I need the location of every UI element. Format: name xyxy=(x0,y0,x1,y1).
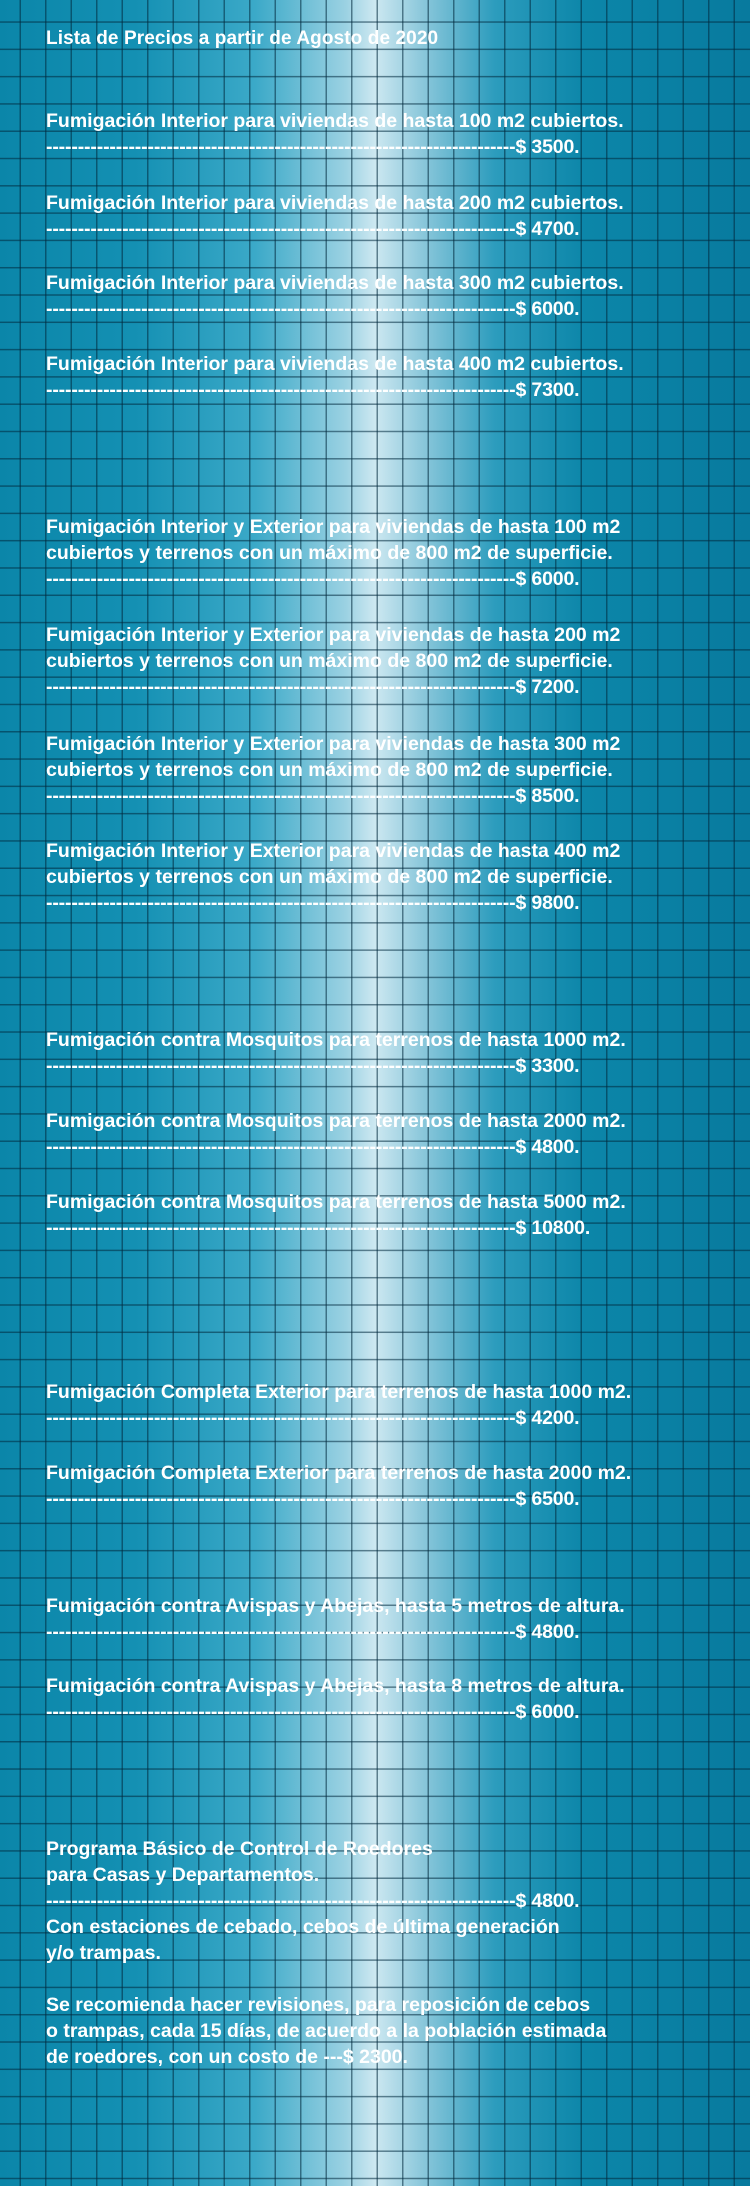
item-description: Fumigación Interior y Exterior para viviendas de hasta 100 m2 xyxy=(46,516,621,538)
price-item-exterior-1000 xyxy=(46,1379,631,1431)
item-price: $ 10800. xyxy=(515,1217,591,1239)
item-description: Fumigación contra Mosquitos para terrenos de hasta 1000 m2. xyxy=(46,1029,626,1051)
item-description: Fumigación Interior para viviendas de hasta 300 m2 cubiertos. xyxy=(46,272,624,294)
price-item-mosquitos-5000 xyxy=(46,1189,626,1241)
item-price: $ 6000. xyxy=(515,568,580,590)
price-item-interior-400 xyxy=(46,351,624,403)
item-description: Fumigación Completa Exterior para terrenos de hasta 2000 m2. xyxy=(46,1462,632,1484)
page-title: Lista de Precios a partir de Agosto de 2020 xyxy=(46,28,439,49)
price-item-interior-200 xyxy=(46,190,624,242)
item-price-row: --------------------------------------------------------------------------$ 4700. xyxy=(46,218,580,240)
item-description: Fumigación Interior y Exterior para viviendas de hasta 400 m2 xyxy=(46,840,621,862)
item-price-row: --------------------------------------------------------------------------$ 6000. xyxy=(46,1701,580,1723)
item-description: Fumigación Interior y Exterior para viviendas de hasta 200 m2 xyxy=(46,624,621,646)
item-price-row: --------------------------------------------------------------------------$ 6500. xyxy=(46,1488,580,1510)
price-item-interior-100 xyxy=(46,108,624,160)
item-description: cubiertos y terrenos con un máximo de 800 m2 de superficie. xyxy=(46,759,613,781)
item-price-row: --------------------------------------------------------------------------$ 3300. xyxy=(46,1055,580,1077)
rodent-price-row: --------------------------------------------------------------------------$ 4800. xyxy=(46,1890,580,1912)
rodent-detail: y/o trampas. xyxy=(46,1942,161,1964)
item-price: $ 3300. xyxy=(515,1055,580,1077)
item-description: cubiertos y terrenos con un máximo de 800 m2 de superficie. xyxy=(46,866,613,888)
item-price-row: --------------------------------------------------------------------------$ 6000. xyxy=(46,568,580,590)
price-item-int-ext-100 xyxy=(46,514,620,592)
spacer xyxy=(46,1966,606,1992)
rodent-program xyxy=(46,1836,606,2070)
item-price-row: --------------------------------------------------------------------------$ 8500. xyxy=(46,785,580,807)
price-item-mosquitos-2000 xyxy=(46,1108,626,1160)
item-price-row: --------------------------------------------------------------------------$ 10800. xyxy=(46,1217,591,1239)
item-description: cubiertos y terrenos con un máximo de 800 m2 de superficie. xyxy=(46,650,613,672)
price-item-exterior-2000 xyxy=(46,1460,631,1512)
price-item-int-ext-400 xyxy=(46,838,620,916)
item-price: $ 6500. xyxy=(515,1488,580,1510)
item-price: $ 7200. xyxy=(515,676,580,698)
item-price-row: --------------------------------------------------------------------------$ 6000. xyxy=(46,298,580,320)
price-item-int-ext-300 xyxy=(46,731,620,809)
rodent-title: Programa Básico de Control de Roedores xyxy=(46,1838,433,1860)
price-item-int-ext-200 xyxy=(46,622,620,700)
price-item-interior-300 xyxy=(46,270,624,322)
item-price: $ 9800. xyxy=(515,892,580,914)
item-price: $ 6000. xyxy=(515,298,580,320)
item-description: cubiertos y terrenos con un máximo de 800 m2 de superficie. xyxy=(46,542,613,564)
item-price-row: --------------------------------------------------------------------------$ 9800. xyxy=(46,892,580,914)
rodent-title: para Casas y Departamentos. xyxy=(46,1864,320,1886)
item-price-row: --------------------------------------------------------------------------$ 4800. xyxy=(46,1136,580,1158)
item-price: $ 4800. xyxy=(515,1136,580,1158)
item-price: $ 8500. xyxy=(515,785,580,807)
item-price-row: --------------------------------------------------------------------------$ 4200. xyxy=(46,1407,580,1429)
rodent-detail: Con estaciones de cebado, cebos de última generación xyxy=(46,1916,560,1938)
rodent-price: $ 4800. xyxy=(515,1890,580,1912)
item-price: $ 6000. xyxy=(515,1701,580,1723)
price-item-avispas-8m xyxy=(46,1673,625,1725)
rodent-note: Se recomienda hacer revisiones, para reposición de cebos xyxy=(46,1994,591,2016)
item-price: $ 4200. xyxy=(515,1407,580,1429)
item-description: Fumigación contra Mosquitos para terrenos de hasta 2000 m2. xyxy=(46,1110,626,1132)
item-description: Fumigación Interior y Exterior para viviendas de hasta 300 m2 xyxy=(46,733,621,755)
item-description: Fumigación Completa Exterior para terrenos de hasta 1000 m2. xyxy=(46,1381,632,1403)
item-description: Fumigación Interior para viviendas de hasta 400 m2 cubiertos. xyxy=(46,353,624,375)
item-price-row: --------------------------------------------------------------------------$ 7200. xyxy=(46,676,580,698)
item-description: Fumigación Interior para viviendas de hasta 200 m2 cubiertos. xyxy=(46,192,624,214)
price-item-mosquitos-1000 xyxy=(46,1027,626,1079)
rodent-note: o trampas, cada 15 días, de acuerdo a la población estimada xyxy=(46,2020,607,2042)
item-price: $ 4800. xyxy=(515,1621,580,1643)
item-price-row: --------------------------------------------------------------------------$ 7300. xyxy=(46,379,580,401)
item-description: Fumigación contra Mosquitos para terrenos de hasta 5000 m2. xyxy=(46,1191,626,1213)
item-description: Fumigación contra Avispas y Abejas, hasta 8 metros de altura. xyxy=(46,1675,625,1697)
rodent-note: de roedores, con un costo de ---$ 2300. xyxy=(46,2046,408,2068)
item-description: Fumigación contra Avispas y Abejas, hasta 5 metros de altura. xyxy=(46,1595,625,1617)
item-price: $ 3500. xyxy=(515,136,580,158)
item-price: $ 4700. xyxy=(515,218,580,240)
item-price: $ 7300. xyxy=(515,379,580,401)
item-price-row: --------------------------------------------------------------------------$ 3500. xyxy=(46,136,580,158)
item-price-row: --------------------------------------------------------------------------$ 4800. xyxy=(46,1621,580,1643)
price-item-avispas-5m xyxy=(46,1593,625,1645)
item-description: Fumigación Interior para viviendas de hasta 100 m2 cubiertos. xyxy=(46,110,624,132)
